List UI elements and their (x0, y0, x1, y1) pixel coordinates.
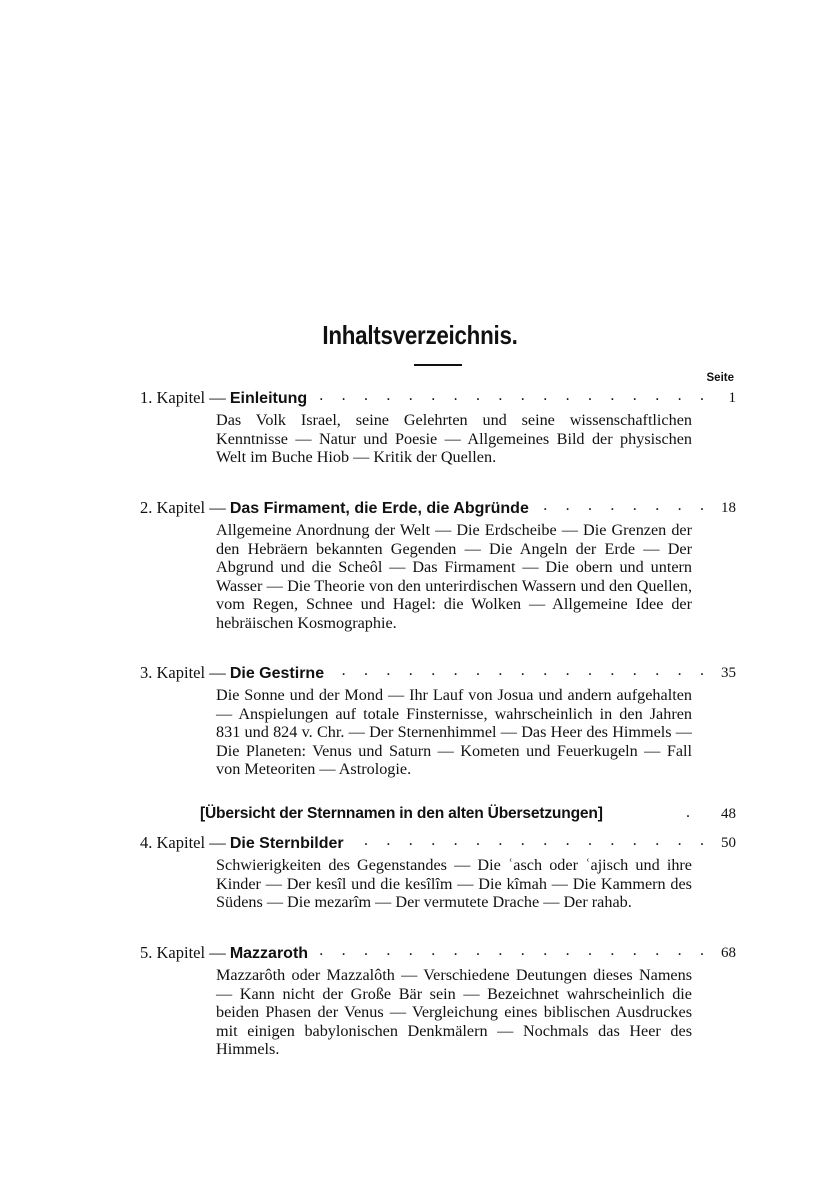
chapter-label: 2. Kapitel — (140, 498, 226, 517)
toc-entry-heading (140, 497, 736, 519)
toc-subentry-sternnamen[interactable] (200, 803, 736, 825)
toc-entry-heading (140, 387, 736, 409)
page-number: 18 (704, 497, 736, 519)
toc-entry-chapter-5[interactable] (140, 942, 736, 1059)
toc-entry-label-wrap (140, 832, 350, 855)
chapter-title: Mazzaroth (229, 945, 309, 962)
toc-entry-chapter-3[interactable] (140, 662, 736, 779)
chapter-description: Mazzarôth oder Mazzalôth — Verschiedene Deutungen dieses Namens — Kann nicht der Große Bär sein — Bezeichnet wahrscheinlich die beiden Phasen der Venus — Vergleichung eines biblischen Ausdruckes mit einigen babylonischen Denkmälern — Nochmals das Heer des Himmels. (216, 966, 692, 1059)
chapter-label: 3. Kapitel — (140, 663, 226, 682)
page-number: 1 (704, 387, 736, 409)
toc-entry-chapter-1[interactable] (140, 387, 736, 467)
chapter-title: Einleitung (229, 390, 308, 407)
toc-entry-label-wrap (140, 942, 314, 965)
chapter-title: Die Gestirne (229, 665, 325, 682)
chapter-description: Das Volk Israel, seine Gelehrten und seine wissenschaftlichen Kenntnisse — Natur und Poesie — Allgemeines Bild der physischen Welt im Buche Hiob — Kritik der Quellen. (216, 411, 692, 467)
toc-entry-heading (140, 662, 736, 684)
seite-label: Seite (706, 372, 734, 384)
page-title: Inhaltsverzeichnis. (322, 320, 518, 350)
chapter-label: 5. Kapitel — (140, 943, 226, 962)
chapter-title: Das Firmament, die Erde, die Abgründe (229, 500, 529, 517)
chapter-description: Schwierigkeiten des Gegenstandes — Die ʿasch oder ʿajisch und ihre Kinder — Der kesîl und die kesîlîm — Die kîmah — Die Kammern des Südens — Die mezarîm — Der vermutete Drache — Der rahab. (216, 856, 692, 912)
toc-entry-label-wrap (140, 662, 330, 685)
chapter-label: 4. Kapitel — (140, 833, 226, 852)
chapter-description: Die Sonne und der Mond — Ihr Lauf von Josua und andern aufgehalten — Anspielungen auf totale Finsternisse, wahrscheinlich in den Jahren 831 und 824 v. Chr. — Der Sternenhimmel — Das Heer des Himmels — Die Planeten: Venus und Saturn — Kometen und Feuerkugeln — Fall von Meteoriten — Astrologie. (216, 686, 692, 779)
page-number: 48 (721, 806, 736, 822)
toc-entry-label-wrap (140, 497, 535, 520)
page-number: 50 (704, 832, 736, 854)
title-rule (414, 364, 462, 366)
page-number: 35 (704, 662, 736, 684)
subentry-title: [Übersicht der Sternnamen in den alten Übersetzungen] (200, 805, 603, 822)
chapter-description: Allgemeine Anordnung der Welt — Die Erdscheibe — Die Grenzen der den Hebräern bekannten Gegenden — Die Angeln der Erde — Der Abgrund und die Scheôl — Das Firmament — Die obern und untern Wasser — Die Theorie von den unterirdischen Wassern und den Quellen, vom Regen, Schnee und Hagel: die Wolken — Allgemeine Idee der hebräischen Kosmographie. (216, 521, 692, 632)
leader-dot: . (686, 804, 690, 821)
chapter-label: 1. Kapitel — (140, 388, 226, 407)
toc-entry-heading (140, 942, 736, 964)
toc-entry-chapter-2[interactable] (140, 497, 736, 633)
toc-entry-chapter-4[interactable] (140, 832, 736, 912)
chapter-title: Die Sternbilder (229, 835, 344, 852)
toc-entry-heading (140, 832, 736, 854)
page-number: 68 (704, 942, 736, 964)
toc-entry-label-wrap (140, 387, 313, 410)
